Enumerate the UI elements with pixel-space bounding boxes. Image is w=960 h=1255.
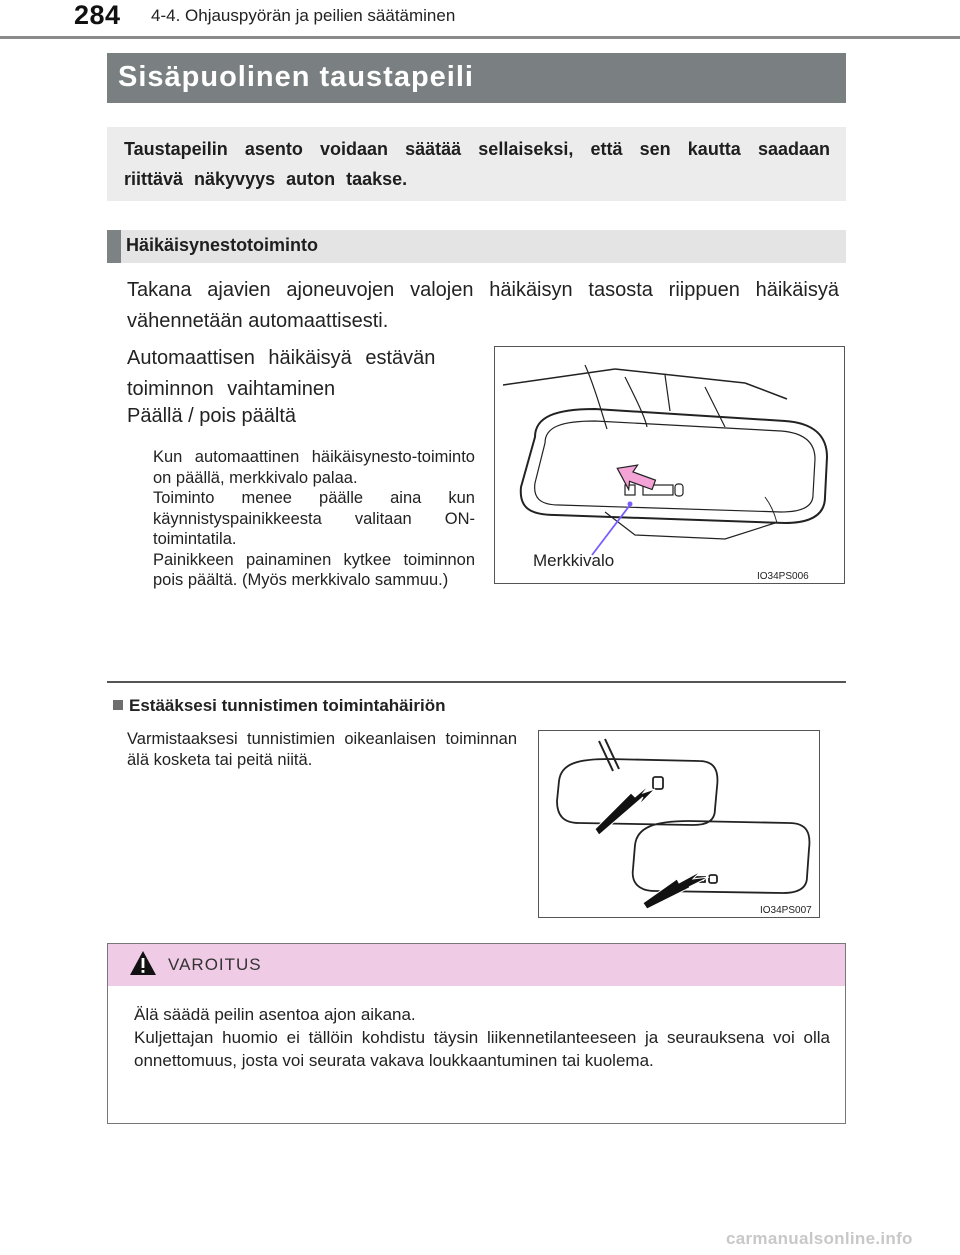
section-title: Sisäpuolinen taustapeili [118,61,474,93]
anti-glare-paragraph: Takana ajavien ajoneuvojen valojen häikäisyn tasosta riippuen häikäisyä vähennetään automaattisesti. [127,279,839,332]
running-title: 4-4. Ohjauspyörän ja peilien säätäminen [151,6,456,25]
intro-text: Taustapeilin asento voidaan säätää sellaiseksi, että sen kautta saadaan riittävä näkyvyys auton taakse. [124,139,830,189]
sensor-illustration [539,731,819,917]
subsection-title: Häikäisynestotoiminto [126,235,319,255]
indicator-label: Merkkivalo [533,551,615,570]
warning-line: Kuljettajan huomio ei tällöin kohdistu täysin liikennetilanteeseen ja seurauksena voi olla onnettomuus, josta voi seurata vakava loukkaantuminen tai kuolema. [134,1028,830,1070]
mirror-illustration [495,347,844,583]
bullet-square-icon [113,700,123,710]
figure-code: IO34PS007 [760,905,812,916]
sensor-paragraph: Varmistaaksesi tunnistimien oikeanlaisen toiminnan älä kosketa tai peitä niitä. [127,730,517,769]
indicator-detail [153,447,475,591]
warning-triangle-icon [128,949,158,977]
warning-title: VAROITUS [168,955,262,974]
sensor-heading [113,696,445,716]
mirror-indicator-figure [494,346,845,584]
warning-text [134,1003,830,1072]
warning-line: Älä säädä peilin asentoa ajon aikana. [134,1005,416,1024]
detail-line: Toiminto menee päälle aina kun käynnistyspainikkeesta valitaan ON-toimintatila. [153,489,475,548]
sensor-heading-text: Estääksesi tunnistimen toimintahäiriön [129,696,446,715]
on-off-label: Päällä / pois päältä [127,405,297,427]
detail-line: Painikkeen painaminen kytkee toiminnon pois päältä. (Myös merkkivalo sammuu.) [153,550,475,589]
footer-watermark: carmanualsonline.info [726,1229,913,1248]
switch-heading: Automaattisen häikäisyä estävän toiminnon vaihtaminen [127,347,436,400]
section-divider [107,681,846,683]
header-rule [0,36,960,39]
detail-line: Kun automaattinen häikäisynesto-toiminto on päällä, merkkivalo palaa. [153,448,475,487]
page-number: 284 [74,0,121,30]
figure-code: IO34PS006 [757,571,809,582]
sensor-figure [538,730,820,918]
